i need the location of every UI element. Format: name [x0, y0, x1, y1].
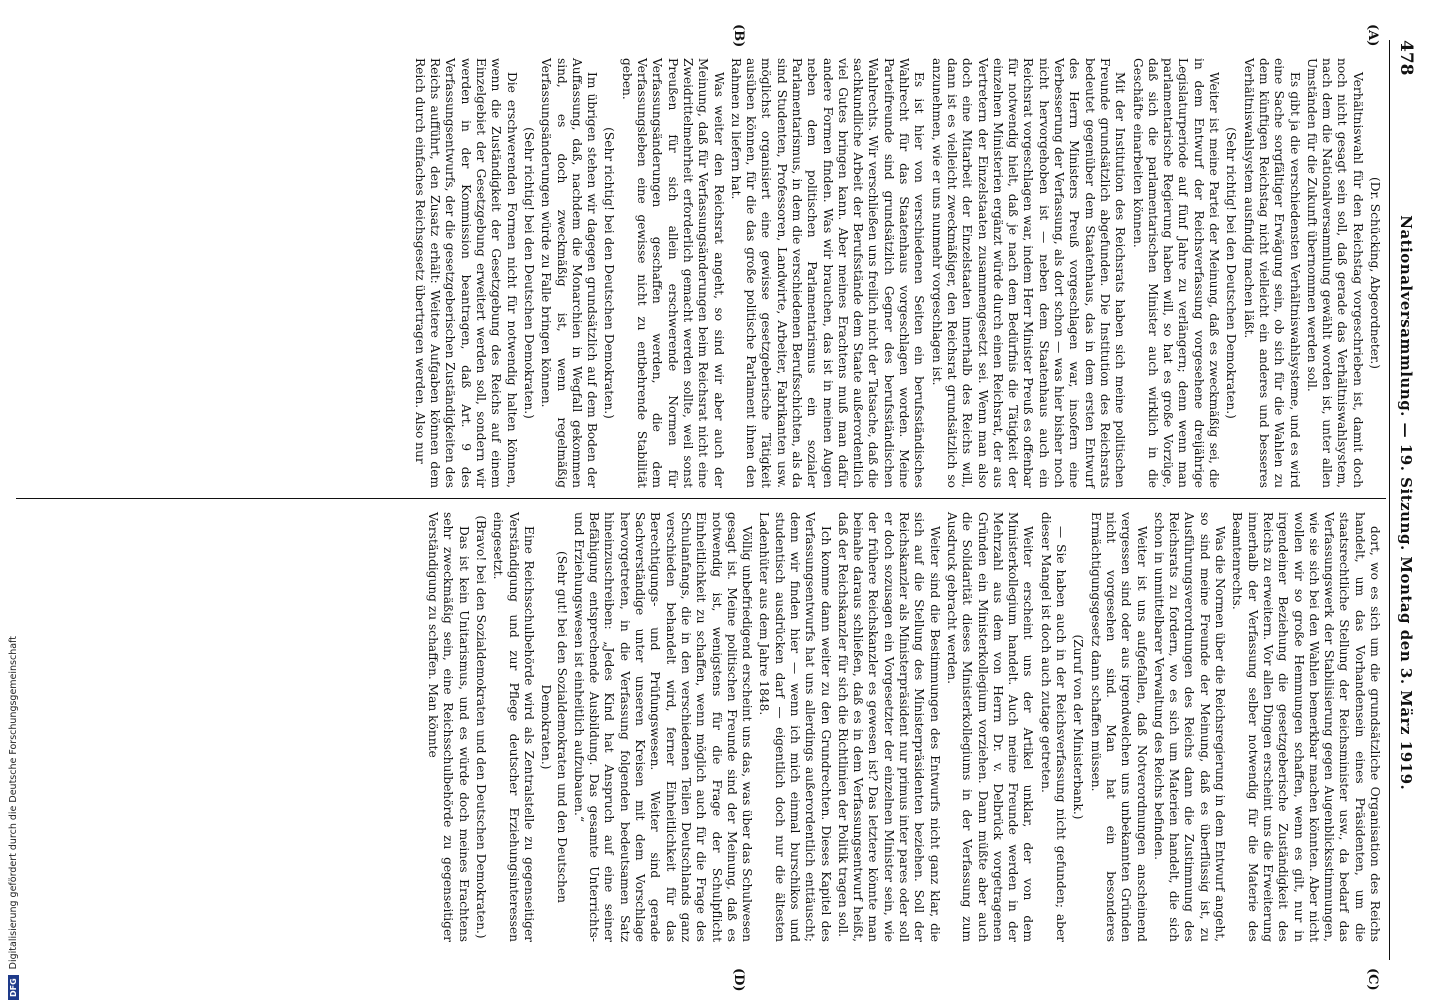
interjection: (Sehr gut! bei den Sozialdemokraten und den Deutschen Demokraten.)	[539, 551, 569, 903]
margin-marker-b: (B)	[731, 24, 746, 48]
paragraph: Weiter ist uns aufgefallen, daß Notverordnungen anscheinend vergessen sind oder aus irgendwelchen uns unbekannten Gründen nicht vorgesehen sind. Man hat ein besonderes Ermächtigungsgesetz dann schaffen müssen.	[1088, 512, 1149, 942]
paragraph: Im übrigen stehen wir dagegen grundsätzlich auf dem Boden der Auffassung, daß, nachdem die Monarchien in Wegfall gekommen sind, es doch zweckmäßig ist, wenn regelmäßig Verfassungsänderungen würde zu Falle bringen können.	[539, 58, 600, 488]
margin-marker-d: (D)	[731, 968, 746, 992]
dfg-logo: DFG	[8, 975, 19, 1000]
column-divider	[16, 498, 1386, 499]
page-number: 478	[1396, 40, 1416, 76]
paragraph: Es ist hier von verschiedenen Seiten ein berufsständisches Wahlrecht für das Staatenhaus vorgeschlagen worden. Meine Parteifreunde sind grundsätzlich Gegner des berufsständischen Wahlrechts. Wir verschließen uns freilich nicht der Tatsache, daß die sachkundliche Arbeit der Berufsstände dem Staate außerordentlich viel Gutes bringen kann. Aber meines Erachtens muß man dafür andere Formen finden. Was wir brauchen, das ist in meinen Augen neben dem politischen Parlamentarismus ein sozialer Parlamentarismus, in dem die verschiedenen Berufsschichten, als da sind Studenten, Professoren, Landwirte, Arbeiter, Fabrikanten usw. möglichst organisiert eine gewisse gesetzgeberische Tätigkeit ausüben können, für die das große politische Parlament ihnen den Rahmen zu liefern hat.	[728, 58, 927, 488]
paragraph: Weiter sind die Bestimmungen des Entwurfs nicht ganz klar, die sich auf die Stellung des Ministerpräsidenten beziehen. Soll der Reichskanzler als Ministerpräsident nur primus inter pares oder soll er doch sozusagen ein Vorgesetzter der einzelnen Minister sein, wie der frühere Reichskanzler es gewesen ist? Das letztere könnte man beinahe daraus schließen, daß es in dem Verfassungsentwurf heißt, daß der Reichskanzler für sich die Richtlinien der Politik tragen soll.	[835, 512, 942, 942]
right-column	[22, 512, 1382, 942]
interjection: (Sehr richtig! bei den Deutschen Demokraten.)	[1224, 127, 1239, 419]
interjection: (Zuruf von der Ministerbank.)	[1071, 634, 1086, 820]
interjection: (Bravo! bei den Sozialdemokraten und den Deutschen Demokraten.)	[474, 515, 489, 939]
paragraph: Das ist kein Unitarismus, und es würde doch meines Erachtens sehr zweckmäßig sein, eine Reichsschulbehörde zu gegenseitiger Verständigung zu schaffen. Man könnte	[426, 512, 471, 942]
page-title: Nationalversammlung. — 19. Sitzung. Montag den 3. März 1919.	[1397, 215, 1415, 791]
paragraph: Was weiter den Reichsrat angeht, so sind wir aber auch der Meinung, daß für Verfassungsänderungen beim Reichsrat nicht eine Zweidrittelmehrheit erforderlich gemacht werden sollte, weil sonst Preußen für sich allein erschwerende Normen für Verfassungsänderungen geschaffen werden, die dem Verfassungsleben eine gewisse nicht zu entbehrende Stabilität geben.	[619, 58, 726, 488]
interjection: (Sehr richtig! bei den Deutschen Demokraten.)	[521, 127, 536, 419]
margin-marker-a: (A)	[1365, 24, 1380, 47]
paragraph: Mit der Institution des Reichsrats haben sich meine politischen Freunde grundsätzlich abgefunden. Die Institution des Reichsrats bedeutet gegenüber dem Staatenhaus, das in dem ersten Entwurf des Herrn Ministers Preuß vorgeschlagen war, insofern eine Verbesserung der Verfassung, als dort schon — was hier bisher noch nicht hervorgehoben ist — neben dem Staatenhaus auch ein Reichsrat vorgeschlagen war, indem Herr Minister Preuß es offenbar für notwendig hielt, daß je nach dem Bedürfnis die Tätigkeit der einzelnen Ministerien ergänzt würde durch einen Reichsrat, der aus Vertretern der Einzelstaaten zusammengesetzt sei. Wenn man also doch eine Mitarbeit der Einzelstaaten innerhalb des Reichs will, dann ist es vielleicht zweckmäßiger, den Reichsrat grundsätzlich so anzunehmen, wie er uns nunmehr vorgeschlagen ist.	[929, 58, 1128, 488]
margin-marker-c: (C)	[1365, 968, 1380, 991]
interjection: (Dr. Schücking, Abgeordneter.)	[1368, 176, 1382, 369]
paragraph: Was die Normen über die Reichsregierung in dem Entwurf angeht, so sind meine Freunde der Meinung, daß es überflüssig ist, zu Ausführungsverordnungen des Reichs dann die Zustimmung des Reichsrats zu fordern, wo es sich um Materien handelt, die sich schon in unmittelbarer Verwaltung des Reichs befinden.	[1151, 512, 1228, 942]
interjection: (Sehr richtig! bei den Deutschen Demokraten.)	[602, 127, 617, 419]
page-header	[1396, 40, 1416, 960]
paragraph: Die erschwerenden Formen nicht für notwendig halten können, wenn die Zuständigkeit der Gesetzgebung des Reichs auf einem Einzelgebiet der Gesetzgebung erweitert werden soll, sondern wir werden in der Kommission beantragen, daß Art. 9 des Verfassungsentwurfs, der die gesetzgeberischen Zuständigkeiten des Reichs aufführt, den Zusatz erhält: Weitere Aufgaben können dem Reich durch einfaches Reichsgesetz übertragen werden. Also nur	[412, 58, 519, 488]
paragraph: Weiter ist meine Partei der Meinung, daß es zweckmäßig sei, die in dem Entwurf der Reichsverfassung vorgesehene dreijährige Legislaturperiode auf fünf Jahre zu verlängern; denn wenn man parlamentarische Regierung haben will, so hat es große Vorzüge, daß sich die parlamentarischen Minister auch wirklich in die Geschäfte einarbeiten können.	[1130, 58, 1222, 488]
paragraph: Völlig unbefriedigend erscheint uns das, was über das Schulwesen gesagt ist. Meine politischen Freunde sind der Meinung, daß es notwendig ist, wenigstens für die Frage der Schulpflicht Einheitlichkeit zu schaffen, wenn möglich auch für die Frage des Schulanfangs, die in den verschiedenen Teilen Deutschlands ganz verschieden behandelt wird, ferner Einheitlichkeit für das Berechtigungs- und Prüfungswesen. Weiter sind gerade Sachverständige unter unseren Kreisen mit dem Vorschlage hervorgetreten, in die Verfassung folgenden bedeutsamen Satz hineinzuschreiben: „Jedes Kind hat Anspruch auf eine seiner Befähigung entsprechende Ausbildung. Das gesamte Unterrichts- und Erziehungswesen ist einheitlich aufzubauen.“	[571, 512, 755, 942]
header-rule	[1389, 40, 1390, 960]
footer-text: Digitalisierung gefördert durch die Deutsche Forschungsgemeinschaft	[7, 636, 19, 970]
left-column	[22, 58, 1382, 488]
paragraph: Ich komme dann weiter zu den Grundrechten. Dieses Kapitel des Verfassungsentwurfs hat uns allerdings außerordentlich enttäuscht; denn wir finden hier — wenn ich mich einmal burschikos und studentisch ausdrücken darf — eigentlich doch nur die ältesten Ladenhüter aus dem Jahre 1848.	[757, 512, 833, 942]
paragraph: Es gibt ja die verschiedensten Verhältniswahlsysteme, und es wird eine Sache sorgfältiger Erwägung sein, ob sich für die Wahlen zu dem künftigen Reichstag nicht vielleicht ein anderes und besseres Verhältniswahlsystem ausfindig machen läßt.	[1241, 58, 1302, 488]
paragraph: Weiter erscheint uns der Artikel unklar, der von dem Ministerkollegium handelt. Auch meine Freunde werden in der Mehrzahl aus dem von Herrn Dr. v. Delbrück vorgetragenen Gründen ein Ministerkollegium vorziehen. Dann müßte aber auch die Solidarität dieses Ministerkollegiums in der Verfassung zum Ausdruck gebracht werden.	[944, 512, 1036, 942]
paragraph: — Sie haben auch in der Reichsverfassung nicht gefunden; aber dieser Mangel ist doch auch zutage getreten.	[1038, 512, 1069, 942]
paragraph: dort, wo es sich um die grundsätzliche Organisation des Reichs handelt, um das Vorhandensein eines Präsidenten, um die staatsrechtliche Stellung der Reichsminister usw., da bedarf das Verfassungswerk der Stabilisierung gegen Augenblicksstimmungen, wie sie sich bei den Wahlen bemerkbar machen könnten. Aber nicht wollen wir so große Hemmungen schaffen, wenn es gilt, nur in irgendeiner Beziehung die gesetzgeberische Zuständigkeit des Reichs zu erweitern. Vor allen Dingen erscheint uns die Erweiterung innerhalb der Verfassung selber notwendig für die Materie des Beamtenrechts.	[1230, 512, 1382, 942]
paragraph: Eine Reichsschulbehörde wird als Zentralstelle zu gegenseitiger Verständigung und zur Pflege deutscher Erziehungsinteressen eingesetzt.	[491, 512, 536, 942]
paragraph: Verhältniswahl für den Reichstag vorgeschrieben ist, damit doch noch nicht gesagt sein soll, daß gerade das Verhältniswahlsystem, nach dem die Nationalversammlung gewählt worden ist, unter allen Umständen für die Zukunft übernommen werden soll.	[1304, 58, 1365, 488]
digitization-footer	[2, 0, 24, 1000]
